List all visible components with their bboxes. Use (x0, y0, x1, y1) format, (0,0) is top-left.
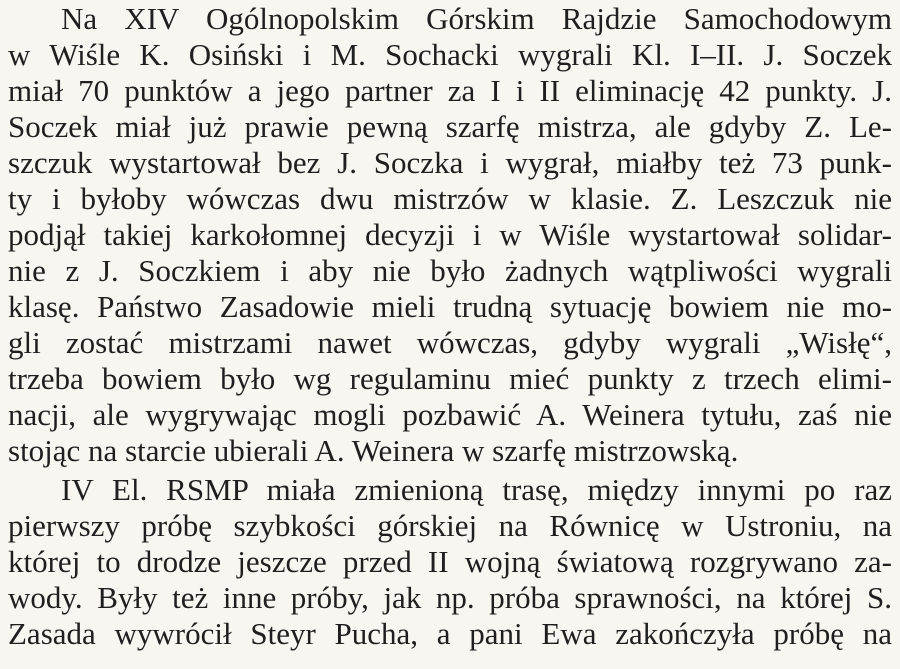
text-line: pierwszy próbę szybkości górskiej na Równicę w Ustroniu, na (8, 508, 892, 543)
text-line: gli zostać mistrzami nawet wówczas, gdyby wygrali „Wisłę“, (8, 325, 892, 360)
text-line: nie z J. Soczkiem i aby nie było żadnych wątpliwości wygrali (8, 253, 892, 288)
text-line: Zasada wywrócił Steyr Pucha, a pani Ewa zakończyła próbę na (8, 616, 892, 651)
text-line: w Wiśle K. Osiński i M. Sochacki wygrali Kl. I–II. J. Soczek (8, 37, 892, 72)
text-line: wody. Były też inne próby, jak np. próba sprawności, na której S. (8, 580, 892, 615)
text-line: stojąc na starcie ubierali A. Weinera w szarfę mistrzowską. (8, 433, 739, 468)
text-line: której to drodze jeszcze przed II wojną światową rozgrywano za- (8, 544, 892, 579)
text-line: szczuk wystartował bez J. Soczka i wygrał, miałby też 73 punk- (8, 145, 892, 180)
text-line: klasę. Państwo Zasadowie mieli trudną sytuację bowiem nie mo- (8, 289, 892, 324)
text-line: Na XIV Ogólnopolskim Górskim Rajdzie Samochodowym (61, 1, 892, 36)
text-line: nacji, ale wygrywając mogli pozbawić A. Weinera tytułu, zaś nie (8, 397, 892, 432)
text-line: IV El. RSMP miała zmienioną trasę, między innymi po raz (61, 472, 892, 507)
text-line: trzeba bowiem było wg regulaminu mieć punkty z trzech elimi- (8, 361, 892, 396)
text-line: miał 70 punktów a jego partner za I i II eliminację 42 punkty. J. (8, 73, 892, 108)
text-line: ty i byłoby wówczas dwu mistrzów w klasie. Z. Leszczuk nie (8, 181, 892, 216)
text-line: podjął takiej karkołomnej decyzji i w Wiśle wystartował solidar- (8, 217, 892, 252)
text-line: Soczek miał już prawie pewną szarfę mistrza, ale gdyby Z. Le- (8, 109, 892, 144)
